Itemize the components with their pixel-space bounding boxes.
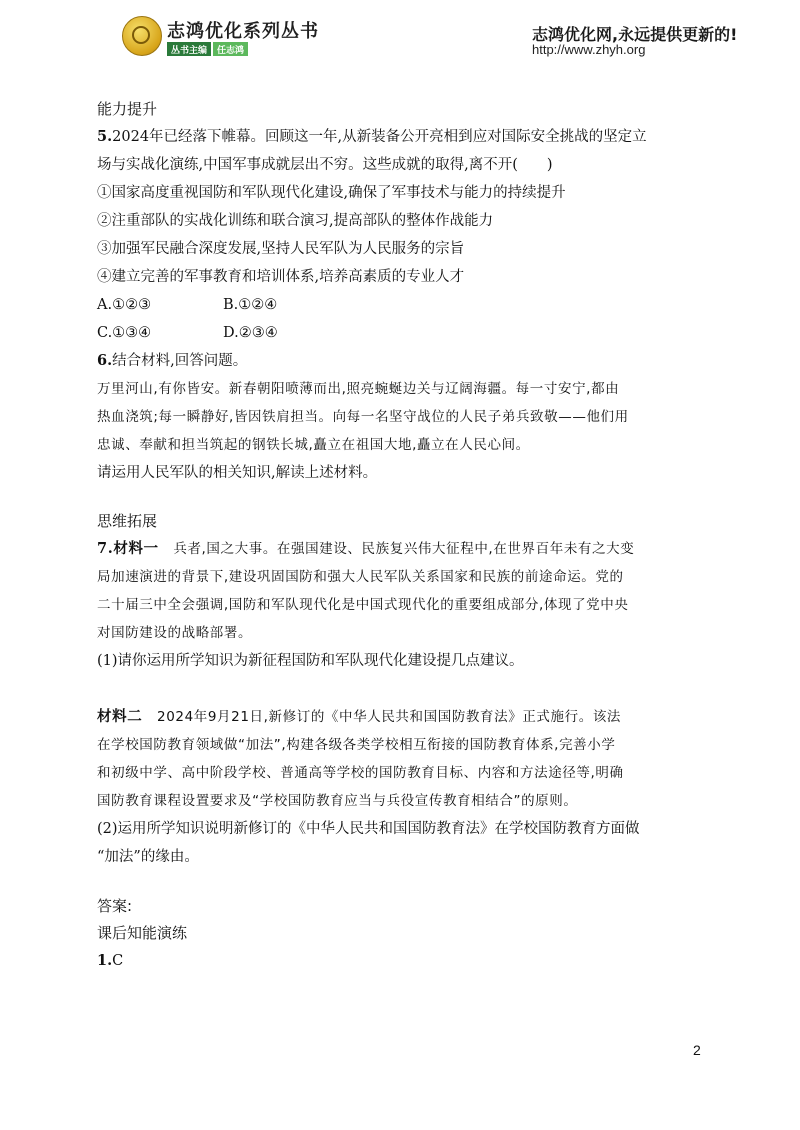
q5-stem-line2: 场与实战化演练,中国军事成就层出不穷。这些成就的取得,离不开( )	[97, 157, 553, 173]
q7-sub2-line1: (2)运用所学知识说明新修订的《中华人民共和国国防教育法》在学校国防教育方面做	[97, 821, 640, 837]
section-title-thinking: 思维拓展	[97, 512, 158, 530]
editor-name: 任志鸿	[213, 42, 248, 56]
q6-material-line: 忠诚、奉献和担当筑起的钢铁长城,矗立在祖国大地,矗立在人民心间。	[97, 437, 530, 453]
q6-question: 请运用人民军队的相关知识,解读上述材料。	[97, 465, 378, 481]
q7-material1-line: 对国防建设的战略部署。	[97, 625, 253, 641]
q7-sub2-line2: “加法”的缘由。	[97, 849, 199, 865]
brand-title: 志鸿优化系列丛书	[167, 21, 319, 42]
q5-options-row1	[97, 291, 707, 319]
answers-title: 课后知能演练	[97, 924, 188, 942]
site-url[interactable]: http://www.zhyh.org	[532, 42, 646, 57]
q7-material2-line: 和初级中学、高中阶段学校、普通高等学校的国防教育目标、内容和方法途径等,明确	[97, 765, 624, 781]
q6-stem: 6.结合材料,回答问题。	[97, 352, 248, 369]
q6-material-line: 热血浇筑;每一瞬静好,皆因铁肩担当。向每一名坚守战位的人民子弟兵致敬——他们用	[97, 409, 629, 425]
q7-material1-line: 局加速演进的背景下,建设巩固国防和强大人民军队关系国家和民族的前途命运。党的	[97, 569, 624, 585]
q5-stem-line1: 5.2024年已经落下帷幕。回顾这一年,从新装备公开亮相到应对国际安全挑战的坚定立	[97, 128, 647, 145]
answers-label: 答案:	[97, 897, 133, 915]
q7-material1-line: 二十届三中全会强调,国防和军队现代化是中国式现代化的重要组成部分,体现了党中央	[97, 597, 629, 613]
q5-options-row2	[97, 319, 707, 347]
q5-item: ①国家高度重视国防和军队现代化建设,确保了军事技术与能力的持续提升	[97, 185, 566, 201]
q6-material-line: 万里河山,有你皆安。新春朝阳喷薄而出,照亮蜿蜒边关与辽阔海疆。每一寸安宁,都由	[97, 381, 620, 397]
brand-logo-icon	[122, 16, 162, 56]
option-a[interactable]: A.①②③	[97, 297, 152, 313]
site-slogan: 志鸿优化网,永远提供更新的!	[532, 25, 738, 44]
brand-editor-badge	[167, 42, 248, 56]
document-body	[97, 96, 707, 975]
option-d[interactable]: D.②③④	[223, 325, 278, 341]
q7-sub1: (1)请你运用所学知识为新征程国防和军队现代化建设提几点建议。	[97, 653, 524, 669]
page-number: 2	[693, 1042, 701, 1058]
q5-item: ③加强军民融合深度发展,坚持人民军队为人民服务的宗旨	[97, 241, 465, 257]
q5-item: ②注重部队的实战化训练和联合演习,提高部队的整体作战能力	[97, 213, 494, 229]
q5-item: ④建立完善的军事教育和培训体系,培养高素质的专业人才	[97, 269, 465, 285]
option-b[interactable]: B.①②④	[223, 297, 278, 313]
editor-label: 丛书主编	[167, 42, 211, 56]
q7-material1-line1: 7.材料一 兵者,国之大事。在强国建设、民族复兴伟大征程中,在世界百年未有之大变	[97, 540, 635, 557]
answer-1: 1.C	[97, 952, 124, 969]
q7-material2-line: 在学校国防教育领域做“加法”,构建各级各类学校相互衔接的国防教育体系,完善小学	[97, 737, 616, 753]
q7-material2-line1: 材料二 2024年9月21日,新修订的《中华人民共和国国防教育法》正式施行。该法	[97, 708, 622, 725]
option-c[interactable]: C.①③④	[97, 325, 152, 341]
q7-material2-line: 国防教育课程设置要求及“学校国防教育应当与兵役宣传教育相结合”的原则。	[97, 793, 578, 809]
section-title-ability: 能力提升	[97, 100, 158, 118]
page-header	[0, 0, 800, 70]
